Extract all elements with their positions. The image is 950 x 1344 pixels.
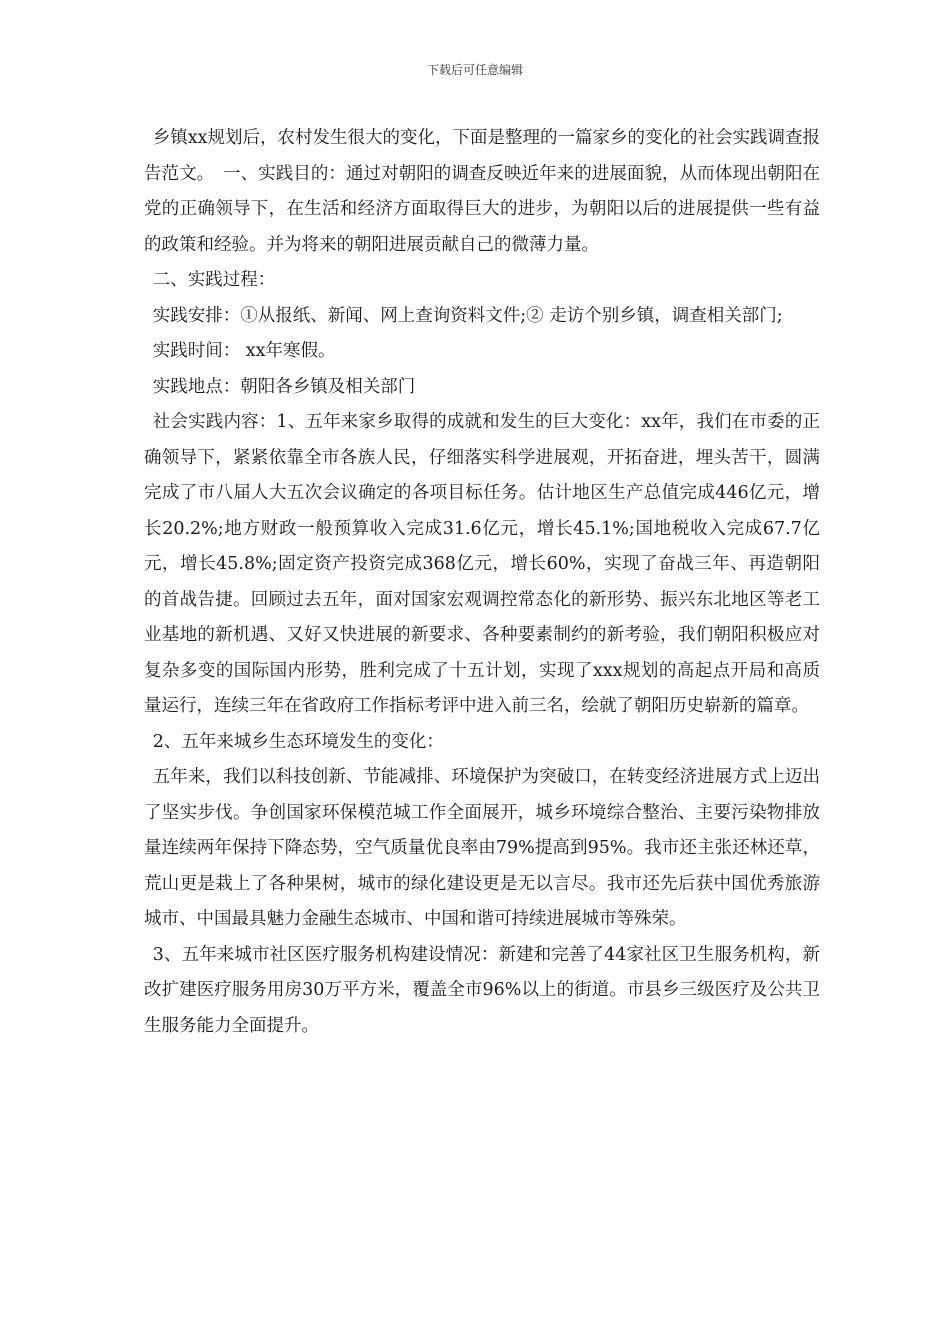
paragraph-arrangement: 实践安排：①从报纸、新闻、网上查询资料文件;② 走访个别乡镇，调查相关部门; xyxy=(152,305,783,326)
paragraph-eco-body: 五年来，我们以科技创新、节能减排、环境保护为突破口，在转变经济进展方式上迈出了坚实步伐。争创国家环保模范城工作全面展开，城乡环境综合整治、主要污染物排放量连续两年保持下降态势，空气质量优良率由79%提高到95%。我市还主张还林还草，荒山更是栽上了各种果树，城市的绿化建设更是无以言尽。我市还先后获中国优秀旅游城市、中国最具魅力金融生态城市、中国和谐可持续进展城市等殊荣。 xyxy=(144,767,820,929)
paragraph-medical: 3、五年来城市社区医疗服务机构建设情况：新建和完善了44家社区卫生服务机构，新改扩建医疗服务用房30万平方米，覆盖全市96%以上的街道。市县乡三级医疗及公共卫生服务能力全面提升。 xyxy=(144,944,820,1036)
paragraph-eco-heading: 2、五年来城乡生态环境发生的变化： xyxy=(152,731,444,752)
document-body xyxy=(144,121,820,1044)
paragraph-time: 实践时间： xx年寒假。 xyxy=(152,341,336,361)
paragraph-location: 实践地点：朝阳各乡镇及相关部门 xyxy=(152,376,416,397)
paragraph-intro: 乡镇xx规划后，农村发生很大的变化，下面是整理的一篇家乡的变化的社会实践调查报告范文。 一、实践目的：通过对朝阳的调查反映近年来的进展面貌，从而体现出朝阳在党的正确领导下，在生活和经济方面取得巨大的进步，为朝阳以后的进展提供一些有益的政策和经验。并为将来的朝阳进展贡献自己的微薄力量。 xyxy=(144,128,820,255)
page-header: 下载后可任意编辑 xyxy=(426,63,523,77)
paragraph-section-process: 二、实践过程： xyxy=(152,270,276,290)
paragraph-content: 社会实践内容：1、五年来家乡取得的成就和发生的巨大变化：xx年，我们在市委的正确领导下，紧紧依靠全市各族人民，仔细落实科学进展观，开拓奋进，埋头苦干，圆满完成了市八届人大五次会议确定的各项目标任务。估计地区生产总值完成446亿元，增长20.2%;地方财政一般预算收入完成31.6亿元，增长45.1%;国地税收入完成67.7亿元，增长45.8%;固定资产投资完成368亿元，增长60%，实现了奋战三年、再造朝阳的首战告捷。回顾过去五年，面对国家宏观调控常态化的新形势、振兴东北地区等老工业基地的新机遇、又好又快进展的新要求、各种要素制约的新考验，我们朝阳积极应对复杂多变的国际国内形势，胜利完成了十五计划，实现了xxx规划的高起点开局和高质量运行，连续三年在省政府工作指标考评中进入前三名，绘就了朝阳历史崭新的篇章。 xyxy=(144,412,820,716)
